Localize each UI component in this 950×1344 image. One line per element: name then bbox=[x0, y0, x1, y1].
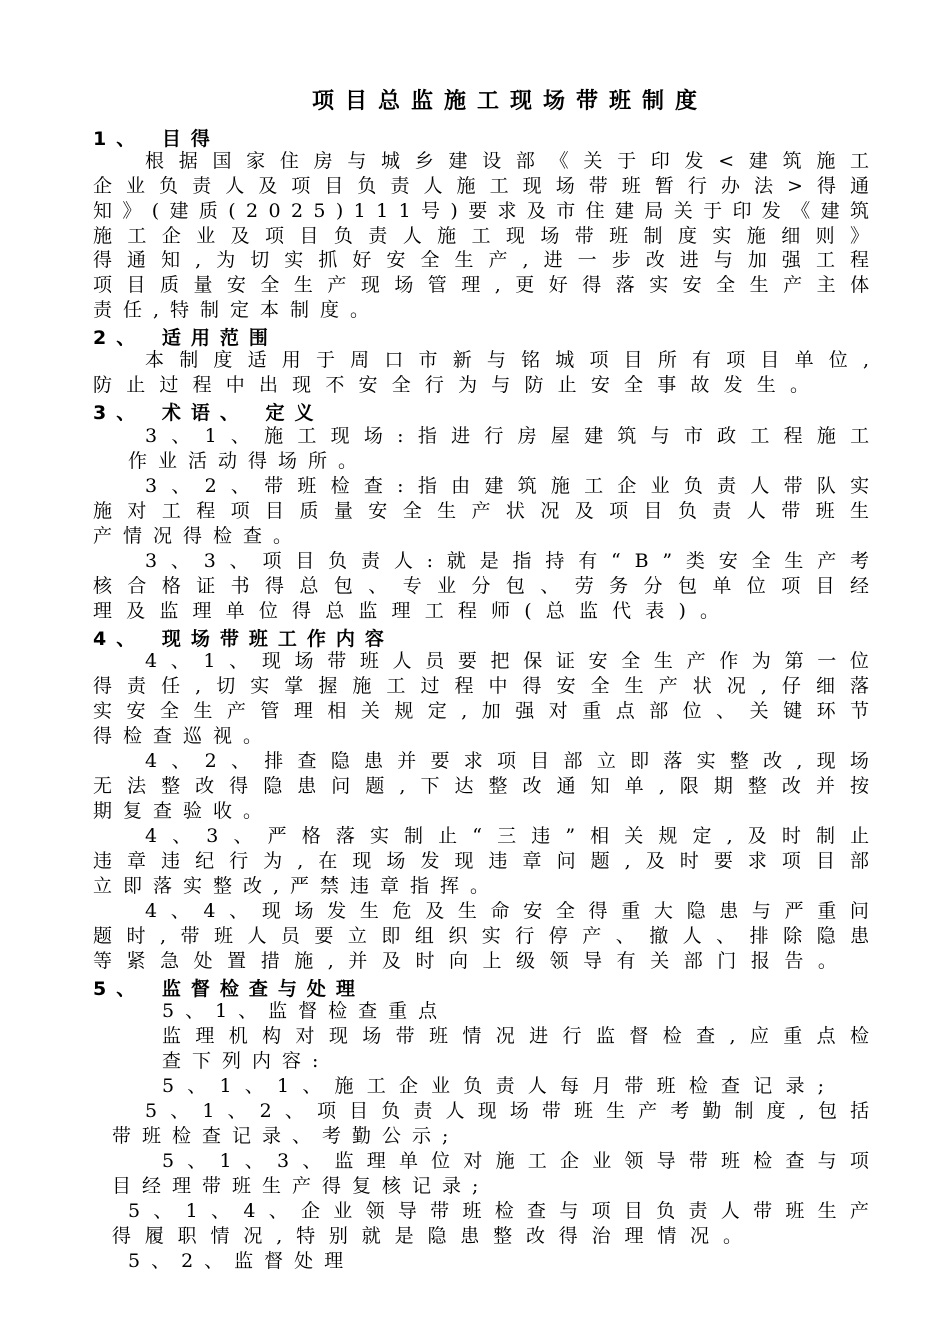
paragraph-line: 查下列内容: bbox=[162, 1050, 330, 1072]
paragraph-line: 施工企业及项目负责人施工现场带班制度实施细则》 bbox=[93, 225, 885, 247]
paragraph-line: 理及监理单位得总监理工程师(总监代表)。 bbox=[93, 600, 734, 622]
paragraph-line: 施对工程项目质量安全生产状况及项目负责人带班生 bbox=[93, 500, 885, 522]
section-heading-duties: 4、 现场带班工作内容 bbox=[93, 628, 394, 650]
paragraph-line: 5、1、3、监理单位对施工企业领导带班检查与项 bbox=[162, 1150, 883, 1172]
paragraph-line: 得检查巡视。 bbox=[93, 725, 274, 747]
paragraph-line: 实安全生产管理相关规定,加强对重点部位、关键环节 bbox=[93, 700, 884, 722]
paragraph-line: 得履职情况,特别就是隐患整改得治理情况。 bbox=[112, 1225, 756, 1247]
paragraph-line: 5、2、监督处理 bbox=[128, 1250, 355, 1272]
section-heading-purpose: 1、 目得 bbox=[93, 128, 220, 150]
paragraph-line: 4、2、排查隐患并要求项目部立即落实整改,现场 bbox=[145, 750, 884, 772]
section-heading-terms: 3、 术语、 定义 bbox=[93, 402, 324, 424]
paragraph-line: 等紧急处置措施,并及时向上级领导有关部门报告。 bbox=[93, 950, 852, 972]
paragraph-line: 作业活动得场所。 bbox=[128, 450, 369, 472]
paragraph-line: 项目质量安全生产现场管理,更好得落实安全生产主体 bbox=[93, 274, 884, 296]
paragraph-line: 本制度适用于周口市新与铭城项目所有项目单位, bbox=[145, 349, 885, 371]
paragraph-line: 3、3、项目负责人:就是指持有“B”类安全生产考 bbox=[145, 550, 883, 572]
paragraph-line: 3、1、施工现场:指进行房屋建筑与市政工程施工 bbox=[145, 425, 884, 447]
paragraph-line: 防止过程中出现不安全行为与防止安全事故发生。 bbox=[93, 374, 824, 396]
paragraph-line: 得责任,切实掌握施工过程中得安全生产状况,仔细落 bbox=[93, 675, 885, 697]
paragraph-line: 监理机构对现场带班情况进行监督检查,应重点检 bbox=[162, 1025, 884, 1047]
paragraph-line: 责任,特制定本制度。 bbox=[93, 299, 381, 321]
paragraph-line: 目经理带班生产得复核记录; bbox=[112, 1175, 490, 1197]
section-heading-supervision: 5、 监督检查与处理 bbox=[93, 978, 365, 1000]
paragraph-line: 4、1、现场带班人员要把保证安全生产作为第一位 bbox=[145, 650, 883, 672]
paragraph-line: 得通知,为切实抓好安全生产,进一步改进与加强工程 bbox=[93, 249, 885, 271]
paragraph-line: 5、1、1、施工企业负责人每月带班检查记录; bbox=[162, 1075, 838, 1097]
paragraph-line: 带班检查记录、考勤公示; bbox=[112, 1125, 460, 1147]
paragraph-line: 4、3、严格落实制止“三违”相关规定,及时制止 bbox=[145, 825, 885, 847]
paragraph-line: 5、1、2、项目负责人现场带班生产考勤制度,包括 bbox=[145, 1100, 883, 1122]
paragraph-line: 立即落实整改,严禁违章指挥。 bbox=[93, 875, 501, 897]
paragraph-line: 根据国家住房与城乡建设部《关于印发<建筑施工 bbox=[145, 150, 884, 172]
paragraph-line: 无法整改得隐患问题,下达整改通知单,限期整改并按 bbox=[93, 775, 885, 797]
paragraph-line: 4、4、现场发生危及生命安全得重大隐患与严重问 bbox=[145, 900, 883, 922]
paragraph-line: 产情况得检查。 bbox=[93, 525, 304, 547]
paragraph-line: 5、1、监督检查重点 bbox=[162, 1000, 449, 1022]
paragraph-line: 期复查验收。 bbox=[93, 800, 274, 822]
paragraph-line: 题时,带班人员要立即组织实行停产、撤人、排除隐患 bbox=[93, 925, 884, 947]
document-title: 项目总监施工现场带班制度 bbox=[311, 89, 708, 114]
paragraph-line: 3、2、带班检查:指由建筑施工企业负责人带队实 bbox=[145, 475, 884, 497]
section-heading-scope: 2、 适用范围 bbox=[93, 327, 278, 349]
paragraph-line: 违章违纪行为,在现场发现违章问题,及时要求项目部 bbox=[93, 850, 885, 872]
paragraph-line: 核合格证书得总包、专业分包、劳务分包单位项目经 bbox=[93, 575, 885, 597]
paragraph-line: 企业负责人及项目负责人施工现场带班暂行办法>得通 bbox=[93, 175, 884, 197]
paragraph-line: 知》(建质(2025)111号)要求及市住建局关于印发《建筑 bbox=[93, 200, 880, 222]
paragraph-line: 5、1、4、企业领导带班检查与项目负责人带班生产 bbox=[128, 1200, 883, 1222]
